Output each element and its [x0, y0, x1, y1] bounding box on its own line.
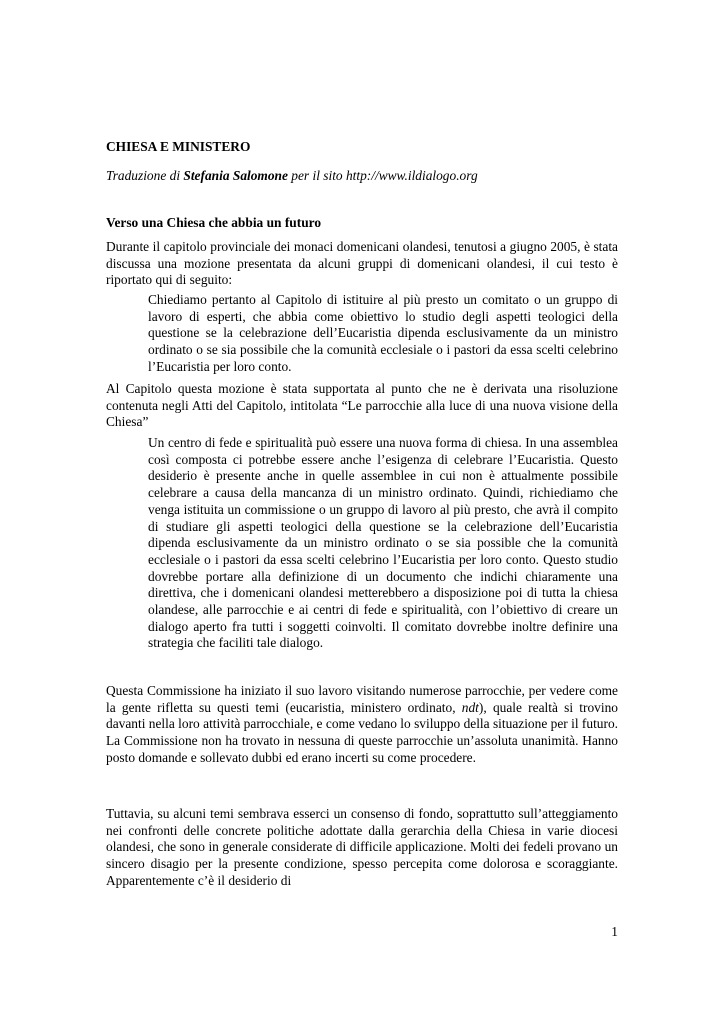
translator-name: Stefania Salomone [183, 168, 288, 183]
commission-text-start: Questa Commissione ha iniziato il suo lavoro visitando numerose parrocchie, per vedere come la gente rifletta su questi temi (eucaristia, ministero ordinato, [106, 683, 618, 715]
ndt-note: ndt [461, 699, 479, 715]
intro-paragraph: Durante il capitolo provinciale dei monaci domenicani olandesi, tenutosi a giugno 2005, è stata discussa una mozione presentata da alcuni gruppi di domenicani olandesi, il cui testo è riportato qui di seguito: [106, 239, 618, 288]
translation-credit [106, 168, 478, 185]
consensus-paragraph: Tuttavia, su alcuni temi sembrava esserci un consenso di fondo, soprattutto sull’atteggiamento nei confronti delle concrete politiche adottate dalla gerarchia della Chiesa in varie diocesi olandesi, che sono in generale considerate di difficile applicazione. Molti dei fedeli provano un sincero disagio per la presente condizione, spesso percepita come dolorosa e scoraggiante. Apparentemente c’è il desiderio di [106, 806, 618, 888]
commission-paragraph [106, 683, 618, 767]
resolution-paragraph: Al Capitolo questa mozione è stata supportata al punto che ne è derivata una risoluzione contenuta negli Atti del Capitolo, intitolata “Le parrocchie alla luce di una nuova visione della Chiesa” [106, 381, 618, 430]
page-number: 1 [611, 924, 618, 939]
resolution-quote: Un centro di fede e spiritualità può essere una nuova forma di chiesa. In una assemblea così composta ci potrebbe essere anche l’esigenza di celebrare l’Eucaristia. Questo desiderio è presente anche in quelle assemblee in cui non è attualmente possibile celebrare a causa della mancanza di un ministro ordinato. Quindi, richiediamo che venga istituita un commissione o un gruppo di lavoro al più presto, che avrà il compito di studiare gli aspetti teologici della questione se la celebrazione dell’Eucaristia dipenda esclusivamente da un ministro ordinato o se sia possible che la comunità ecclesiale o i pastori da essa scelti celebrino l’Eucaristia per loro conto. Questo studio dovrebbe portare alla definizione di un documento che indichi chiaramente una direttiva, che i domenicani olandesi metterebbero a disposizione poi di tutta la chiesa olandese, alle parrocchie e ai centri di fede e spiritualità, con l’obiettivo di creare un dialogo aperto fra tutti i soggetti coinvolti. Il comitato dovrebbe inoltre definire una strategia che faciliti tale dialogo. [148, 435, 618, 651]
motion-quote: Chiediamo pertanto al Capitolo di istituire al più presto un comitato o un gruppo di lavoro di esperti, che abbia come obiettivo lo studio degli aspetti teologici della questione se la celebrazione dell’Eucaristia dipenda esclusivamente da un ministro ordinato o se sia possibile che la comunità ecclesiale o i pastori da essa scelti celebrino l’Eucaristia per loro conto. [148, 292, 618, 374]
section-heading: Verso una Chiesa che abbia un futuro [106, 215, 322, 230]
credit-prefix: Traduzione di [106, 168, 184, 183]
credit-suffix: per il sito http://www.ildialogo.org [287, 168, 478, 183]
document-title: CHIESA E MINISTERO [106, 139, 251, 154]
commission-text-end: ), quale realtà si trovino davanti nella loro attività parrocchiale, e come vedano lo sviluppo della situazione per il futuro. La Commissione non ha trovato in nessuna di queste parrocchie un’assoluta unanimità. Hanno posto domande e sollevato dubbi ed erano incerti su come procedere. [106, 699, 618, 765]
